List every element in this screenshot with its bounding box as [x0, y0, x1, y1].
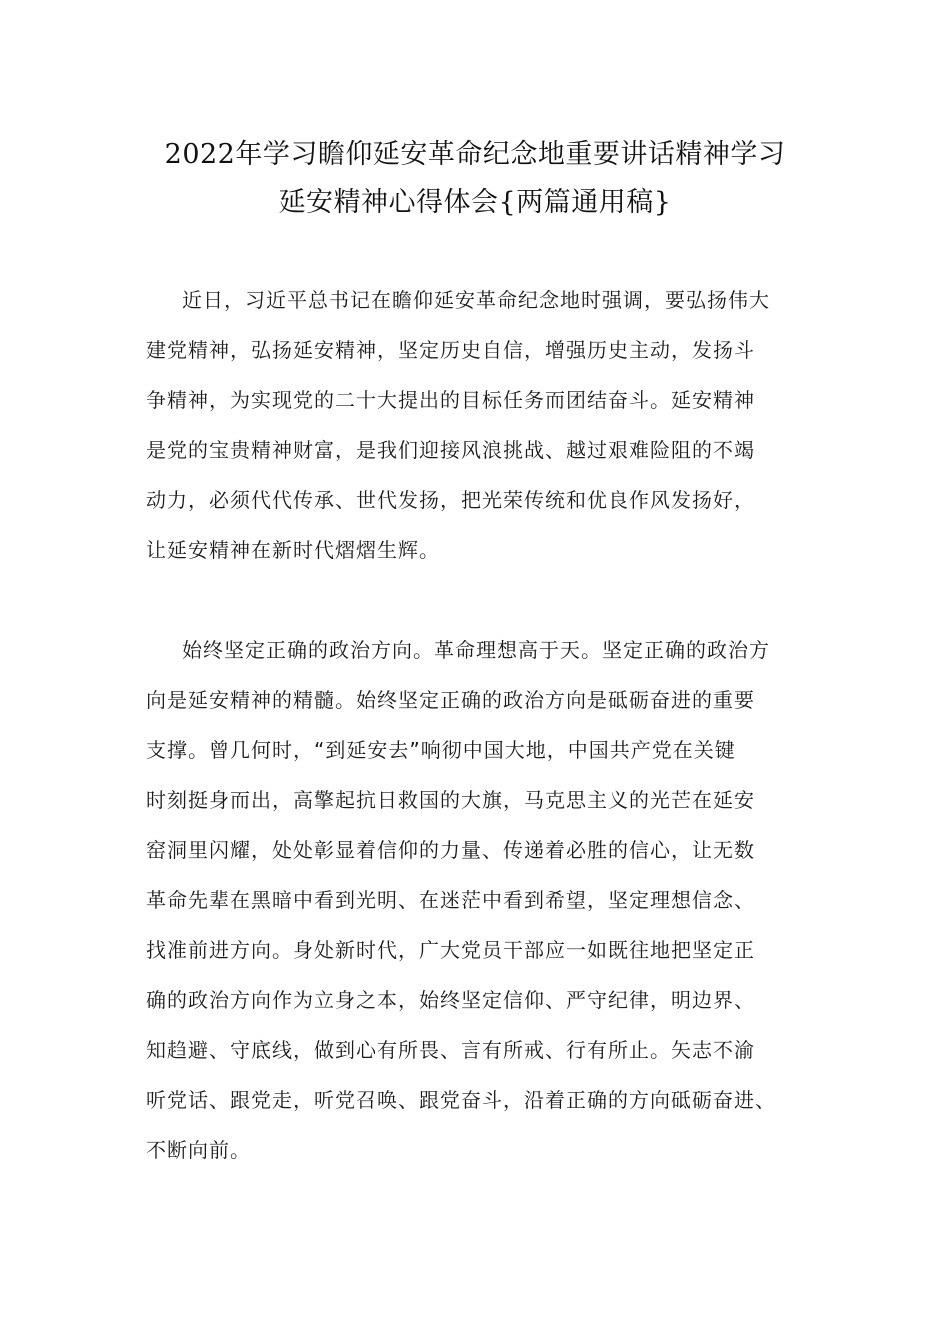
document-title-line-2: 延安精神心得体会{两篇通用稿} [278, 187, 672, 218]
paragraph-line: 时刻挺身而出，高擎起抗日救国的大旗，马克思主义的光芒在延安 [146, 788, 755, 812]
paragraph-line: 近日，习近平总书记在瞻仰延安革命纪念地时强调，要弘扬伟大 [182, 288, 770, 312]
paragraph-line: 不断向前。 [146, 1138, 251, 1162]
paragraph-line: 窑洞里闪耀，处处彰显着信仰的力量、传递着必胜的信心，让无数 [146, 838, 755, 862]
paragraph-line: 让延安精神在新时代熠熠生辉。 [146, 538, 440, 562]
document-title-line-1: 2022年学习瞻仰延安革命纪念地重要讲话精神学习 [164, 139, 786, 170]
paragraph-line: 知趋避、守底线，做到心有所畏、言有所戒、行有所止。矢志不渝 [146, 1038, 755, 1062]
paragraph-line: 确的政治方向作为立身之本，始终坚定信仰、严守纪律，明边界、 [146, 988, 755, 1012]
paragraph-line: 争精神，为实现党的二十大提出的目标任务而团结奋斗。延安精神 [146, 388, 755, 412]
paragraph-line: 听党话、跟党走，听党召唤、跟党奋斗，沿着正确的方向砥砺奋进、 [146, 1088, 776, 1112]
paragraph-line: 动力，必须代代传承、世代发扬，把光荣传统和优良作风发扬好， [146, 488, 755, 512]
paragraph-line: 始终坚定正确的政治方向。革命理想高于天。坚定正确的政治方 [182, 638, 770, 662]
paragraph-line: 是党的宝贵精神财富，是我们迎接风浪挑战、越过艰难险阻的不竭 [146, 438, 755, 462]
paragraph-line: 支撑。曾几何时，“到延安去”响彻中国大地，中国共产党在关键 [146, 738, 736, 762]
paragraph-line: 革命先辈在黑暗中看到光明、在迷茫中看到希望，坚定理想信念、 [146, 888, 755, 912]
paragraph-line: 向是延安精神的精髓。始终坚定正确的政治方向是砥砺奋进的重要 [146, 688, 755, 712]
paragraph-line: 建党精神，弘扬延安精神，坚定历史自信，增强历史主动，发扬斗 [146, 338, 755, 362]
paragraph-line: 找准前进方向。身处新时代，广大党员干部应一如既往地把坚定正 [146, 938, 755, 962]
